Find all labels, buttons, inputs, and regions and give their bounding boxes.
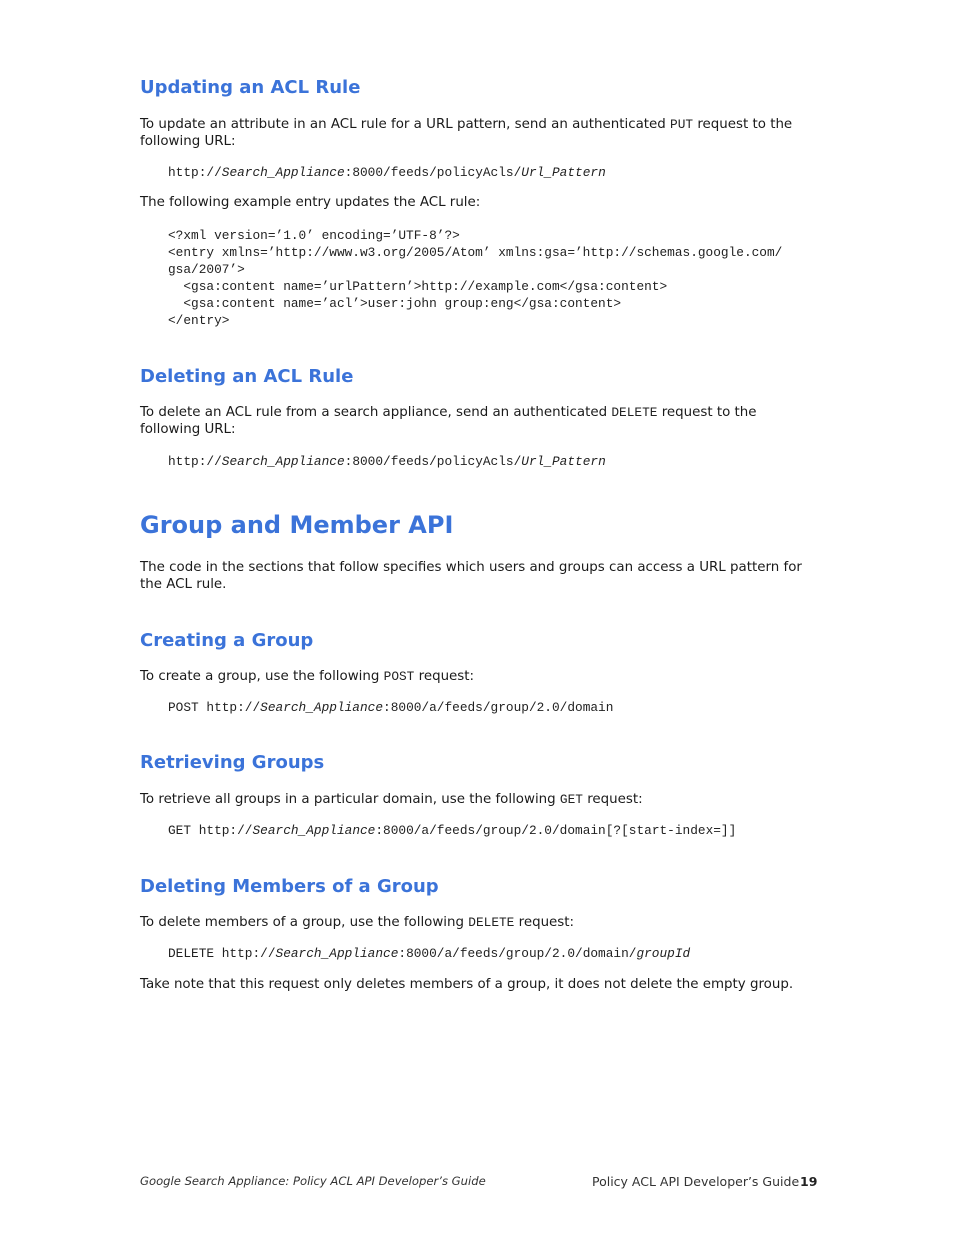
heading-updating-acl-rule: Updating an ACL Rule xyxy=(140,77,361,98)
deleting-members-command: DELETE http://Search_Appliance:8000/a/feeds/group/2.0/domain/groupId xyxy=(168,946,691,961)
delete-code: DELETE xyxy=(611,405,658,420)
heading-deleting-members: Deleting Members of a Group xyxy=(140,876,439,897)
retrieving-command: GET http://Search_Appliance:8000/a/feeds/group/2.0/domain[?[start-index=]] xyxy=(168,823,737,838)
xml-line: <gsa:content name=’urlPattern’>http://example.com</gsa:content> xyxy=(168,279,668,294)
xml-line: gsa/2007’> xyxy=(168,262,245,277)
retrieving-intro: To retrieve all groups in a particular domain, use the following GET request: xyxy=(140,792,643,807)
xml-line: <entry xmlns=’http://www.w3.org/2005/Atom’ xmlns:gsa=’http://schemas.google.com/ xyxy=(168,245,783,260)
xml-example-block xyxy=(168,227,782,329)
deleting-members-intro: To delete members of a group, use the following DELETE request: xyxy=(140,915,575,930)
footer-page-number: 19 xyxy=(800,1174,818,1189)
put-code: PUT xyxy=(670,117,694,132)
heading-retrieving-groups: Retrieving Groups xyxy=(140,752,325,773)
heading-deleting-acl-rule: Deleting an ACL Rule xyxy=(140,366,354,387)
footer-chapter: Policy ACL API Developer’s Guide xyxy=(592,1174,800,1189)
get-code: GET xyxy=(559,792,583,807)
updating-intro: To update an attribute in an ACL rule for a URL pattern, send an authenticated PUT request to the following URL: xyxy=(140,117,793,149)
deleting-url: http://Search_Appliance:8000/feeds/policyAcls/Url_Pattern xyxy=(168,454,606,469)
xml-line: <gsa:content name=’acl’>user:john group:eng</gsa:content> xyxy=(168,296,622,311)
heading-creating-group: Creating a Group xyxy=(140,630,314,651)
group-api-intro: The code in the sections that follow specifies which users and groups can access a URL pattern for the ACL rule. xyxy=(140,560,802,592)
updating-url: http://Search_Appliance:8000/feeds/policyAcls/Url_Pattern xyxy=(168,165,606,180)
creating-command: POST http://Search_Appliance:8000/a/feeds/group/2.0/domain xyxy=(168,700,614,715)
deleting-members-note: Take note that this request only deletes members of a group, it does not delete the empty group. xyxy=(140,977,794,992)
updating-example-text: The following example entry updates the ACL rule: xyxy=(140,195,481,210)
deleting-intro: To delete an ACL rule from a search appliance, send an authenticated DELETE request to the following URL: xyxy=(140,405,757,437)
creating-intro: To create a group, use the following POST request: xyxy=(140,669,475,684)
heading-group-member-api: Group and Member API xyxy=(140,511,454,539)
footer-book-title: Google Search Appliance: Policy ACL API Developer’s Guide xyxy=(140,1174,486,1188)
delete-members-code: DELETE xyxy=(468,915,515,930)
xml-line: </entry> xyxy=(168,313,230,328)
xml-line: <?xml version=’1.0’ encoding=’UTF-8’?> xyxy=(168,228,460,243)
post-code: POST xyxy=(383,669,415,684)
